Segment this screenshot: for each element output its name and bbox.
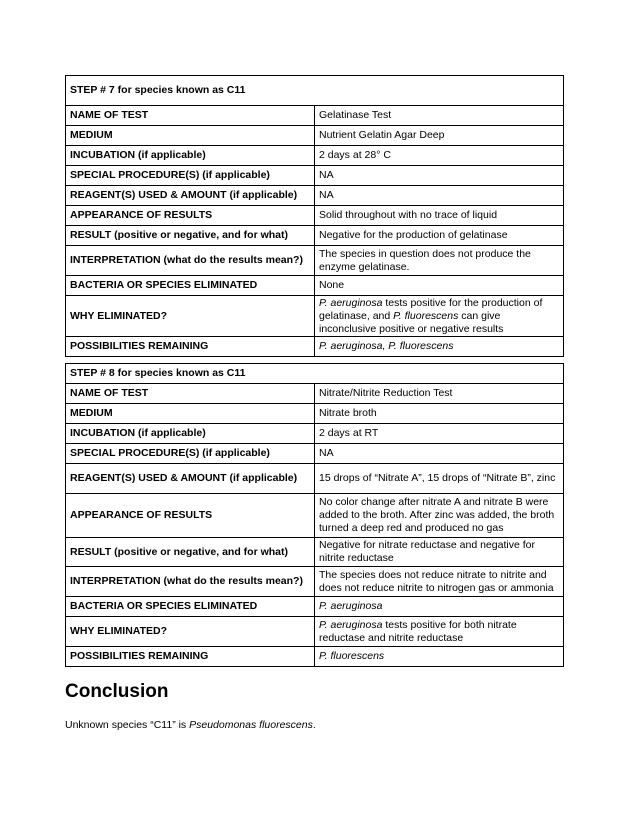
row-value: [315, 617, 564, 647]
table-row: [66, 384, 564, 404]
row-value: NA: [315, 186, 564, 206]
table-row: [66, 186, 564, 206]
table-row: [66, 246, 564, 276]
table-row: [66, 146, 564, 166]
row-label: MEDIUM: [66, 404, 315, 424]
table-row: [66, 444, 564, 464]
species-name: Pseudomonas fluorescens: [189, 719, 313, 731]
table-row: [66, 567, 564, 597]
row-label: APPEARANCE OF RESULTS: [66, 206, 315, 226]
table-row: [66, 464, 564, 494]
conclusion-heading: Conclusion: [65, 681, 169, 702]
step7-header: STEP # 7 for species known as C11: [66, 76, 564, 106]
step7-table: [65, 75, 564, 357]
row-label: POSSIBILITIES REMAINING: [66, 337, 315, 357]
row-value: Negative for the production of gelatinase: [315, 226, 564, 246]
species-name: P. aeruginosa, P. fluorescens: [319, 340, 454, 352]
table-row: [66, 337, 564, 357]
row-label: RESULT (positive or negative, and for what): [66, 538, 315, 567]
table-row: [66, 617, 564, 647]
row-value: [315, 597, 564, 617]
row-label: WHY ELIMINATED?: [66, 296, 315, 337]
text-segment: tests positive for both nitrate reductase and nitrite reductase: [319, 618, 517, 644]
table-row: [66, 126, 564, 146]
table-row: [66, 206, 564, 226]
row-value: 2 days at RT: [315, 424, 564, 444]
text-segment: can give inconclusive positive or negative results: [319, 309, 504, 335]
row-label: INTERPRETATION (what do the results mean?): [66, 567, 315, 597]
row-label: NAME OF TEST: [66, 106, 315, 126]
text-segment: tests positive for the production of gelatinase, and: [319, 296, 543, 322]
row-value: [315, 337, 564, 357]
row-value: The species does not reduce nitrate to nitrite and does not reduce nitrite to nitrogen gas or ammonia: [315, 567, 564, 597]
row-label: BACTERIA OR SPECIES ELIMINATED: [66, 597, 315, 617]
species-name: P. aeruginosa: [319, 296, 383, 309]
step8-header: STEP # 8 for species known as C11: [66, 364, 564, 384]
row-value: [315, 296, 564, 337]
row-label: SPECIAL PROCEDURE(S) (if applicable): [66, 166, 315, 186]
row-label: RESULT (positive or negative, and for what): [66, 226, 315, 246]
table-row: [66, 296, 564, 337]
row-label: INCUBATION (if applicable): [66, 424, 315, 444]
row-label: POSSIBILITIES REMAINING: [66, 647, 315, 667]
table-header-row: [66, 76, 564, 106]
row-label: WHY ELIMINATED?: [66, 617, 315, 647]
row-value: Nitrate broth: [315, 404, 564, 424]
text-segment: .: [312, 719, 316, 731]
row-value: Nitrate/Nitrite Reduction Test: [315, 384, 564, 404]
row-label: MEDIUM: [66, 126, 315, 146]
species-name: P. fluorescens: [393, 309, 459, 322]
row-label: BACTERIA OR SPECIES ELIMINATED: [66, 276, 315, 296]
row-value: No color change after nitrate A and nitrate B were added to the broth. After zinc was added, the broth turned a deep red and produced no gas: [315, 494, 564, 538]
row-label: NAME OF TEST: [66, 384, 315, 404]
row-value: NA: [315, 444, 564, 464]
row-value: Nutrient Gelatin Agar Deep: [315, 126, 564, 146]
table-row: [66, 538, 564, 567]
row-label: SPECIAL PROCEDURE(S) (if applicable): [66, 444, 315, 464]
row-value: Gelatinase Test: [315, 106, 564, 126]
table-row: [66, 494, 564, 538]
row-value: The species in question does not produce the enzyme gelatinase.: [315, 246, 564, 276]
row-label: INTERPRETATION (what do the results mean?): [66, 246, 315, 276]
table-row: [66, 276, 564, 296]
row-value: None: [315, 276, 564, 296]
row-value: 15 drops of “Nitrate A”, 15 drops of “Nitrate B”, zinc: [315, 464, 564, 494]
table-header-row: [66, 364, 564, 384]
row-value: NA: [315, 166, 564, 186]
species-name: P. fluorescens: [319, 650, 385, 662]
table-row: [66, 647, 564, 667]
species-name: P. aeruginosa: [319, 600, 383, 612]
row-value: Solid throughout with no trace of liquid: [315, 206, 564, 226]
row-label: REAGENT(S) USED & AMOUNT (if applicable): [66, 464, 315, 494]
row-value: 2 days at 28° C: [315, 146, 564, 166]
conclusion-text: [65, 719, 316, 731]
row-value: [315, 647, 564, 667]
table-row: [66, 226, 564, 246]
row-label: REAGENT(S) USED & AMOUNT (if applicable): [66, 186, 315, 206]
table-row: [66, 166, 564, 186]
row-value: Negative for nitrate reductase and negative for nitrite reductase: [315, 538, 564, 567]
table-row: [66, 424, 564, 444]
row-label: APPEARANCE OF RESULTS: [66, 494, 315, 538]
step8-table: [65, 363, 564, 667]
row-label: INCUBATION (if applicable): [66, 146, 315, 166]
table-row: [66, 597, 564, 617]
table-row: [66, 106, 564, 126]
text-segment: Unknown species “C11” is: [65, 719, 190, 731]
table-row: [66, 404, 564, 424]
species-name: P. aeruginosa: [319, 618, 383, 631]
